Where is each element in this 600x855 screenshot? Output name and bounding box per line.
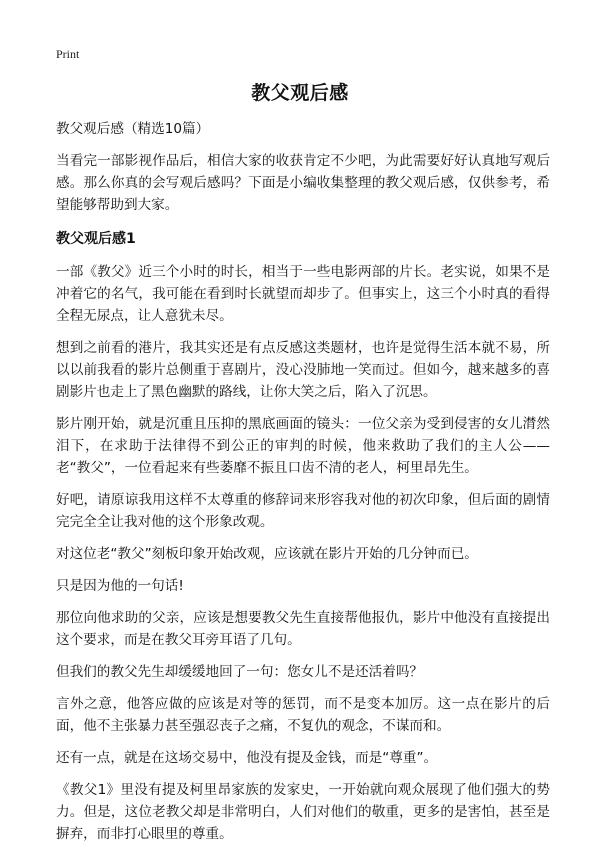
paragraph: 但我们的教父先生却缓缓地回了一句：您女儿不是还活着吗？ [56, 664, 424, 680]
print-link[interactable]: Print [56, 47, 80, 61]
paragraph: 那位向他求助的父亲，应该是想要教父先生直接帮他报仇，影片中他没有直接提出这个要求，而是在教父耳旁耳语了几句。 [56, 610, 550, 648]
paragraph: 想到之前看的港片，我其实还是有点反感这类题材，也许是觉得生活本就不易，所以以前我看的影片总侧重于喜剧片，没心没肺地一笑而过。但如今，越来越多的喜剧影片也走上了黑色幽默的路线，让你大笑之后，陷入了沉思。 [56, 340, 550, 400]
paragraph: 言外之意，他答应做的应该是对等的惩罚，而不是变本加厉。这一点在影片的后面，他不主张暴力甚至强忍丧子之痛，不复仇的观念，不谋而和。 [56, 696, 550, 734]
article-body [56, 118, 550, 855]
article-subtitle: 教父观后感（精选10篇） [56, 121, 210, 137]
paragraph: 影片刚开始，就是沉重且压抑的黑底画面的镜头：一位父亲为受到侵害的女儿潸然泪下，在求助于法律得不到公正的审判的时候，他来救助了我们的主人公——老“教父”，一位看起来有些萎靡不振且口齿不清的老人，柯里昂先生。 [56, 416, 550, 476]
page-title: 教父观后感 [251, 82, 349, 104]
paragraph: 还有一点，就是在这场交易中，他没有提及金钱，而是“尊重”。 [56, 750, 438, 766]
paragraph: 对这位老“教父”刻板印象开始改观，应该就在影片开始的几分钟而已。 [56, 546, 478, 562]
paragraph: 《教父1》里没有提及柯里昂家族的发家史，一开始就向观众展现了他们强大的势力。但是，这位老教父却是非常明白，人们对他们的敬重，更多的是害怕，甚至是摒弃，而非打心眼里的尊重。 [56, 782, 550, 842]
paragraph: 一部《教父》近三个小时的时长，相当于一些电影两部的片长。老实说，如果不是冲着它的名气，我可能在看到时长就望而却步了。但事实上，这三个小时真的看得全程无尿点，让人意犹未尽。 [56, 264, 550, 324]
section-heading: 教父观后感1 [56, 231, 136, 247]
paragraph: 好吧，请原谅我用这样不太尊重的修辞词来形容我对他的初次印象，但后面的剧情完完全全让我对他的这个形象改观。 [56, 492, 550, 530]
intro-paragraph: 当看完一部影视作品后，相信大家的收获肯定不少吧，为此需要好好认真地写观后感。那么你真的会写观后感吗？下面是小编收集整理的教父观后感，仅供参考，希望能够帮助到大家。 [56, 153, 550, 213]
paragraph: 只是因为他的一句话! [56, 578, 184, 594]
